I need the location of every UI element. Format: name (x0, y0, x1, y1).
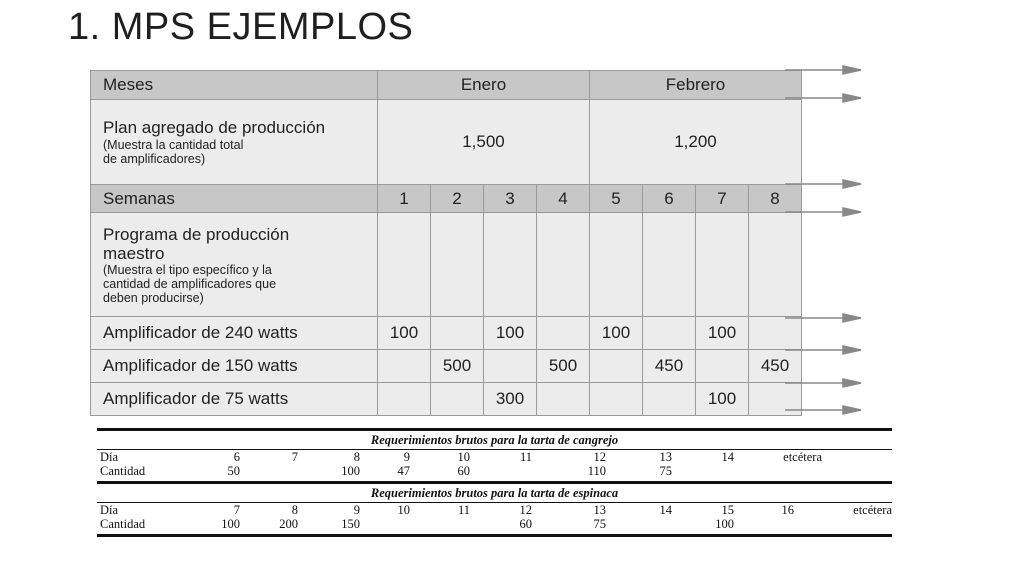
months-row (91, 71, 802, 100)
qty-cell (410, 517, 470, 531)
amp-cell: 500 (431, 350, 484, 383)
day-cell: 8 (291, 503, 298, 517)
day-cell: 7 (233, 503, 240, 517)
program-note-2: cantidad de amplificadores que (103, 276, 277, 291)
plan-note-2: de amplificadores) (103, 152, 206, 166)
spinach-qty-row (97, 517, 892, 531)
empty-cell (643, 213, 696, 317)
plan-enero: 1,500 (378, 100, 590, 185)
amp-cell (431, 317, 484, 350)
empty-cell (590, 213, 643, 317)
mps-table (90, 70, 802, 416)
qty-cell: 150 (341, 517, 360, 531)
empty-cell (484, 213, 537, 317)
day-cell: 10 (457, 450, 470, 464)
crab-day-row (97, 450, 892, 464)
gross-requirements (97, 428, 892, 537)
day-cell: 8 (353, 450, 360, 464)
qty-cell (794, 517, 892, 531)
week-cell: 7 (696, 185, 749, 213)
amp-75-row (91, 383, 802, 416)
plan-label-cell (91, 100, 378, 185)
empty-cell (431, 213, 484, 317)
qty-cell: 75 (593, 517, 606, 531)
qty-label: Cantidad (100, 464, 146, 478)
week-cell: 8 (749, 185, 802, 213)
amp-cell: 450 (643, 350, 696, 383)
amp-cell (378, 350, 431, 383)
rule-bottom (97, 534, 892, 537)
amp-row-label: Amplificador de 150 watts (91, 350, 378, 383)
day-cell: 14 (659, 503, 672, 517)
qty-cell: 60 (457, 464, 470, 478)
spinach-day-row (97, 503, 892, 517)
amp-cell: 100 (378, 317, 431, 350)
day-cell: 13 (659, 450, 672, 464)
amp-cell (590, 383, 643, 416)
plan-row (91, 100, 802, 185)
day-cell: 9 (403, 450, 410, 464)
qty-cell (734, 464, 822, 478)
continuation-arrows (785, 58, 865, 418)
program-note-1: (Muestra el tipo específico y la (103, 262, 272, 277)
plan-febrero: 1,200 (590, 100, 802, 185)
empty-cell (378, 213, 431, 317)
months-label: Meses (91, 71, 378, 100)
week-cell: 6 (643, 185, 696, 213)
qty-cell (734, 517, 794, 531)
weeks-row (91, 185, 802, 213)
slide-title: 1. MPS EJEMPLOS (68, 6, 414, 48)
amp-cell: 300 (484, 383, 537, 416)
plan-note-1: (Muestra la cantidad total (103, 138, 244, 152)
qty-cell: 100 (715, 517, 734, 531)
amp-cell (431, 383, 484, 416)
month-febrero: Febrero (590, 71, 802, 100)
day-cell: 10 (397, 503, 410, 517)
amp-cell: 450 (749, 350, 802, 383)
program-note-3: deben producirse) (103, 290, 204, 305)
amp-240-row (91, 317, 802, 350)
amp-cell (378, 383, 431, 416)
qty-cell: 110 (587, 464, 606, 478)
program-label-2: maestro (103, 243, 165, 263)
crab-qty-row (97, 464, 892, 478)
week-cell: 5 (590, 185, 643, 213)
qty-cell: 60 (519, 517, 532, 531)
week-cell: 2 (431, 185, 484, 213)
qty-cell (240, 464, 298, 478)
amp-row-label: Amplificador de 240 watts (91, 317, 378, 350)
qty-cell (470, 464, 532, 478)
day-cell: etcétera (853, 503, 892, 517)
qty-cell: 100 (221, 517, 240, 531)
amp-cell (537, 383, 590, 416)
day-cell: 11 (519, 450, 532, 464)
qty-cell: 50 (227, 464, 240, 478)
qty-cell: 75 (659, 464, 672, 478)
amp-cell (696, 350, 749, 383)
day-label: Día (100, 450, 119, 464)
day-label: Día (100, 503, 119, 517)
week-cell: 4 (537, 185, 590, 213)
amp-cell: 100 (590, 317, 643, 350)
day-cell: 6 (233, 450, 240, 464)
day-cell: 16 (781, 503, 794, 517)
qty-cell: 200 (279, 517, 298, 531)
crab-table (97, 450, 892, 478)
amp-row-label: Amplificador de 75 watts (91, 383, 378, 416)
qty-cell (606, 517, 672, 531)
month-enero: Enero (378, 71, 590, 100)
amp-cell (537, 317, 590, 350)
amp-cell (643, 383, 696, 416)
program-row (91, 213, 802, 317)
week-cell: 3 (484, 185, 537, 213)
day-cell: 9 (353, 503, 360, 517)
qty-label: Cantidad (100, 517, 146, 531)
program-label-cell (91, 213, 378, 317)
day-cell: 12 (593, 450, 606, 464)
qty-cell (360, 517, 410, 531)
day-cell: 15 (721, 503, 734, 517)
spinach-table (97, 503, 892, 531)
crab-caption: Requerimientos brutos para la tarta de cangrejo (370, 433, 619, 447)
amp-cell (643, 317, 696, 350)
day-cell: 7 (291, 450, 298, 464)
qty-cell (672, 464, 734, 478)
amp-cell: 500 (537, 350, 590, 383)
empty-cell (696, 213, 749, 317)
amp-cell (484, 350, 537, 383)
weeks-label: Semanas (91, 185, 378, 213)
day-cell: 13 (593, 503, 606, 517)
day-cell: 14 (721, 450, 734, 464)
plan-label: Plan agregado de producción (103, 118, 326, 137)
day-cell: 11 (457, 503, 470, 517)
week-cell: 1 (378, 185, 431, 213)
amp-cell: 100 (696, 317, 749, 350)
day-cell: etcétera (783, 450, 822, 464)
amp-cell: 100 (696, 383, 749, 416)
day-cell: 12 (519, 503, 532, 517)
spinach-caption: Requerimientos brutos para la tarta de espinaca (370, 486, 619, 500)
amp-cell: 100 (484, 317, 537, 350)
program-label-1: Programa de producción (103, 224, 290, 244)
qty-cell: 100 (341, 464, 360, 478)
empty-cell (537, 213, 590, 317)
qty-cell: 47 (397, 464, 410, 478)
amp-cell (590, 350, 643, 383)
amp-150-row (91, 350, 802, 383)
